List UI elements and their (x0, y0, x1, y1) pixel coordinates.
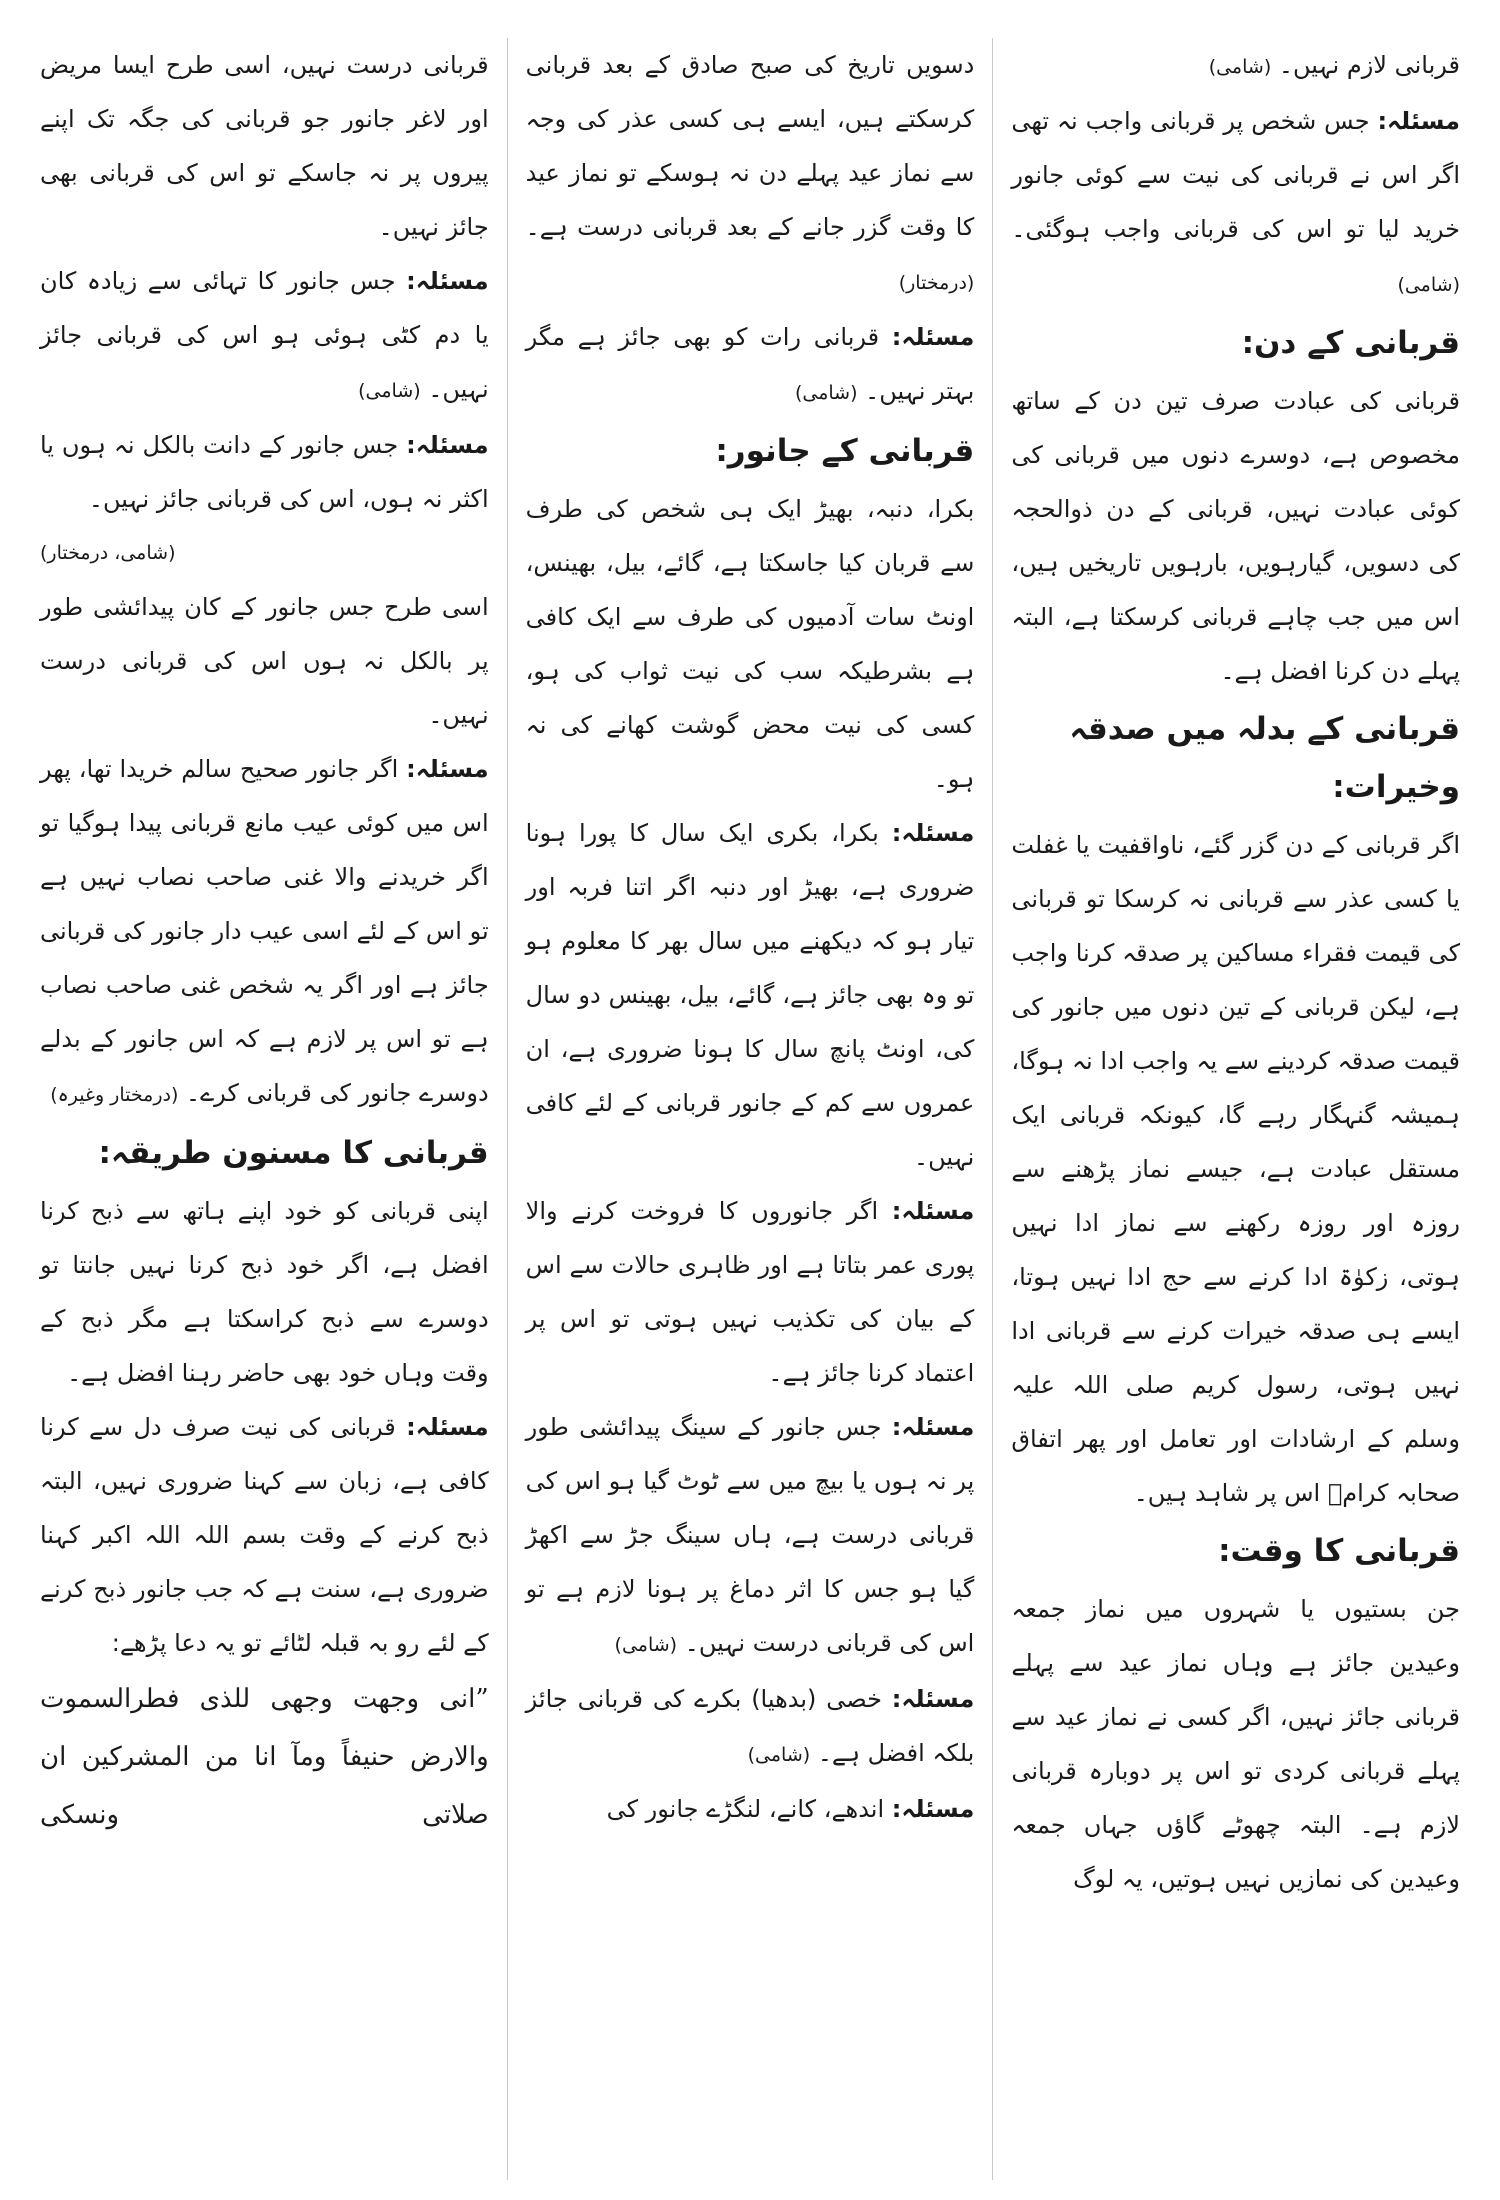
paragraph-text: اپنی قربانی کو خود اپنے ہاتھ سے ذبح کرنا افضل ہے، اگر خود ذبح کرنا نہیں جانتا تو دوسرے سے ذبح کراسکتا ہے مگر ذبح کے وقت وہاں خود بھی حاضر رہنا افضل ہے۔ (39, 1197, 489, 1387)
section-heading: قربانی کا مسنون طریقہ: (98, 1135, 489, 1171)
body-paragraph (526, 38, 975, 310)
reference-citation: (درمختار وغیرہ) (50, 1084, 179, 1106)
masala-paragraph (526, 1184, 975, 1400)
masala-label: مسئلہ: (891, 1685, 975, 1713)
body-paragraph (526, 482, 975, 806)
paragraph-text: جس جانور کا تہائی سے زیادہ کان یا دم کٹی ہوئی ہو اس کی قربانی جائز نہیں۔ (39, 267, 489, 403)
paragraph-text: اگر جانوروں کا فروخت کرنے والا پوری عمر بتاتا ہے اور ظاہری حالات سے اس کے بیان کی تکذیب نہیں ہوتی تو اس پر اعتماد کرنا جائز ہے۔ (525, 1197, 975, 1387)
masala-paragraph (526, 1782, 975, 1836)
paragraph-text: اگر قربانی کے دن گزر گئے، ناواقفیت یا غفلت یا کسی عذر سے قربانی نہ کرسکا تو قربانی کی قیمت فقراء مساکین پر صدقہ کرنا واجب ہے، لیکن قربانی کے تین دنوں میں جانور کی قیمت صدقہ کردینے سے یہ واجب ادا نہ ہوگا، ہمیشہ گنہگار رہے گا، کیونکہ قربانی ایک مستقل عبادت ہے، جیسے نماز پڑھنے سے روزہ اور روزہ رکھنے سے نماز ادا نہیں ہوتی، زکوٰۃ ادا کرنے سے حج ادا نہیں ہوتا، ایسے ہی صدقہ خیرات کرنے سے قربانی ادا نہیں ہوتی، رسول کریم صلی اللہ علیہ وسلم کے ارشادات اور تعامل اور پھر اتفاق صحابہ کرامؓ اس پر شاہد ہیں۔ (1011, 831, 1460, 1507)
masala-label: مسئلہ: (406, 267, 489, 295)
column-middle (507, 38, 993, 2180)
masala-paragraph (526, 310, 975, 420)
paragraph-text: بکرا، دنبہ، بھیڑ ایک ہی شخص کی طرف سے قربان کیا جاسکتا ہے، گائے، بیل، بھینس، اونٹ سات آدمیوں کی طرف سے ایک کافی ہے بشرطیکہ سب کی نیت ثواب کی ہو، کسی کی نیت محض گوشت کھانے کی نہ ہو۔ (525, 495, 975, 793)
reference-citation: (شامی) (1208, 56, 1272, 78)
paragraph-text: قربانی کی نیت صرف دل سے کرنا کافی ہے، زبان سے کہنا ضروری نہیں، البتہ ذبح کرنے کے وقت بسم اللہ اللہ اکبر کہنا ضروری ہے، سنت ہے کہ جب جانور ذبح کرنے کے لئے رو بہ قبلہ لٹائے تو یہ دعا پڑھے: (39, 1413, 489, 1657)
column-left (22, 38, 507, 2180)
reference-citation: (شامی) (358, 380, 421, 402)
masala-paragraph (40, 1400, 489, 1670)
masala-paragraph (1011, 94, 1460, 312)
paragraph-text: اندھے، کانے، لنگڑے جانور کی (606, 1795, 885, 1823)
masala-paragraph (526, 806, 975, 1184)
paragraph-text: جن بستیوں یا شہروں میں نماز جمعہ وعیدین جائز ہے وہاں نماز عید سے پہلے قربانی جائز نہیں، اگر کسی نے نماز عید سے پہلے قربانی کردی تو اس پر دوبارہ قربانی لازم ہے۔ البتہ چھوٹے گاؤں جہاں جمعہ وعیدین کی نمازیں نہیں ہوتیں، یہ لوگ (1011, 1595, 1460, 1893)
masala-label: مسئلہ: (891, 1197, 975, 1225)
paragraph-text: اگر جانور صحیح سالم خریدا تھا، پھر اس میں کوئی عیب مانع قربانی پیدا ہوگیا تو اگر خریدنے والا غنی صاحب نصاب نہیں ہے تو اس کے لئے اسی عیب دار جانور کی قربانی جائز ہے اور اگر یہ شخص غنی صاحب نصاب ہے تو اس پر لازم ہے کہ اس جانور کے بدلے دوسرے جانور کی قربانی کرے۔ (39, 755, 489, 1107)
section-heading: قربانی کے دن: (1241, 325, 1460, 361)
masala-paragraph (526, 1400, 975, 1672)
paragraph-text: جس جانور کے دانت بالکل نہ ہوں یا اکثر نہ ہوں، اس کی قربانی جائز نہیں۔ (39, 431, 489, 513)
section-heading: قربانی کے جانور: (715, 433, 975, 469)
paragraph-text: جس جانور کے سینگ پیدائشی طور پر نہ ہوں یا بیچ میں سے ٹوٹ گیا ہو اس کی قربانی درست ہے، ہاں سینگ جڑ سے اکھڑ گیا ہو جس کا اثر دماغ پر ہونا لازم ہے تو اس کی قربانی درست نہیں۔ (525, 1413, 975, 1657)
masala-label: مسئلہ: (406, 431, 489, 459)
masala-paragraph (526, 1672, 975, 1782)
column-right (992, 38, 1478, 2180)
masala-label: مسئلہ: (891, 1795, 975, 1823)
reference-citation: (شامی، درمختار) (39, 542, 176, 564)
reference-citation: (درمختار) (898, 272, 975, 294)
section-heading: قربانی کے بدلہ میں صدقہ وخیرات: (1069, 711, 1460, 805)
paragraph-text: قربانی درست نہیں، اسی طرح ایسا مریض اور لاغر جانور جو قربانی کی جگہ تک اپنے پیروں پر نہ جاسکے تو اس کی قربانی بھی جائز نہیں۔ (39, 51, 489, 241)
masala-label: مسئلہ: (891, 323, 975, 351)
reference-citation: (شامی) (1397, 274, 1460, 296)
masala-label: مسئلہ: (891, 819, 975, 847)
paragraph-text: قربانی کی عبادت صرف تین دن کے ساتھ مخصوص ہے، دوسرے دنوں میں قربانی کی کوئی عبادت نہیں، قربانی کے دن ذوالحجہ کی دسویں، گیارہویں، بارہویں تاریخیں ہیں، اس میں جب چاہے قربانی کرسکتا ہے، البتہ پہلے دن کرنا افضل ہے۔ (1011, 387, 1460, 685)
masala-paragraph (40, 254, 489, 418)
body-paragraph (1011, 818, 1460, 1520)
body-paragraph (40, 580, 489, 742)
body-paragraph (1011, 1582, 1460, 1906)
paragraph-text: جس شخص پر قربانی واجب نہ تھی اگر اس نے قربانی کی نیت سے کوئی جانور خرید لیا تو اس کی قربانی واجب ہوگئی۔ (1011, 107, 1460, 243)
paragraph-text: دسویں تاریخ کی صبح صادق کے بعد قربانی کرسکتے ہیں، ایسے ہی کسی عذر کی وجہ سے نماز عید پہلے دن نہ ہوسکے تو نماز عید کا وقت گزر جانے کے بعد قربانی درست ہے۔ (525, 51, 975, 241)
masala-label: مسئلہ: (891, 1413, 975, 1441)
reference-citation: (شامی) (747, 1744, 811, 1766)
masala-label: مسئلہ: (406, 755, 489, 783)
reference-citation: (شامی) (614, 1634, 678, 1656)
body-paragraph (1011, 38, 1460, 94)
dua-text: ”انی وجھت وجھی للذی فطرالسموت والارض حنیفاً ومآ انا من المشرکین ان صلاتی ونسکی (39, 1684, 489, 1830)
body-paragraph (40, 1184, 489, 1400)
body-paragraph (1011, 374, 1460, 698)
paragraph-text: بکرا، بکری ایک سال کا پورا ہونا ضروری ہے، بھیڑ اور دنبہ اگر اتنا فربہ اور تیار ہو کہ دیکھنے میں سال بھر کا معلوم ہو تو وہ بھی جائز ہے، گائے، بیل، بھینس دو سال کی، اونٹ پانچ سال کا ہونا ضروری ہے، ان عمروں سے کم کے جانور قربانی کے لئے کافی نہیں۔ (525, 819, 975, 1171)
text-columns (22, 38, 1478, 2180)
paragraph-text: قربانی لازم نہیں۔ (1278, 51, 1460, 79)
masala-label: مسئلہ: (406, 1413, 489, 1441)
masala-paragraph (40, 418, 489, 526)
paragraph-text: خصی (بدھیا) بکرے کی قربانی جائز بلکہ افضل ہے۔ (525, 1685, 975, 1767)
paragraph-text: اسی طرح جس جانور کے کان پیدائشی طور پر بالکل نہ ہوں اس کی قربانی درست نہیں۔ (39, 593, 489, 729)
section-heading: قربانی کا وقت: (1218, 1533, 1460, 1569)
body-paragraph (40, 38, 489, 254)
reference-citation: (شامی) (794, 382, 858, 404)
masala-label: مسئلہ: (1377, 107, 1460, 135)
masala-paragraph (40, 742, 489, 1122)
paragraph-text: قربانی رات کو بھی جائز ہے مگر بہتر نہیں۔ (525, 323, 975, 405)
